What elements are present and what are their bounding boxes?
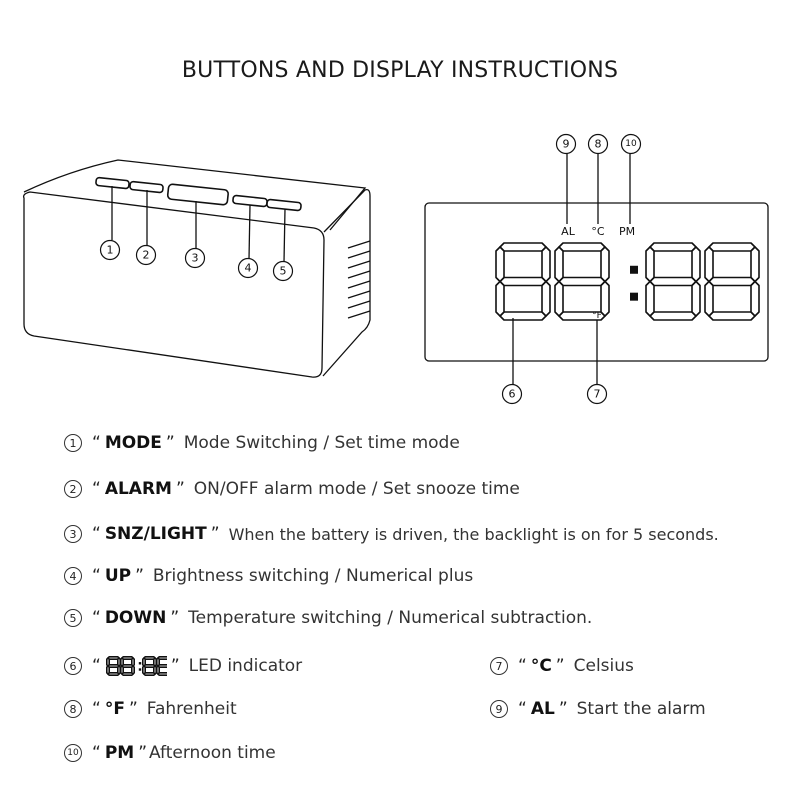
legend-desc: Afternoon time (149, 743, 276, 763)
legend-number: 6 (64, 657, 82, 675)
legend-item-alarm-indicator: 9 “ AL ” Start the alarm (490, 696, 706, 722)
celsius-indicator: °C (591, 225, 605, 238)
legend-desc: Fahrenheit (146, 699, 237, 719)
legend-desc: Celsius (573, 656, 634, 676)
legend-item-snz-light: 3 “ SNZ/LIGHT ” When the battery is driven, the backlight is on for 5 seconds. (64, 521, 719, 547)
callout-9 (557, 135, 576, 154)
legend-item-led-indicator: 6 “ ” LED indicator (64, 653, 302, 679)
svg-text:7: 7 (593, 387, 601, 401)
led-digit-1 (555, 243, 609, 320)
callout-8 (589, 135, 608, 154)
legend-item-pm: 10 “ PM ” Afternoon time (64, 740, 276, 766)
legend-key: AL (530, 699, 555, 719)
svg-text:2: 2 (142, 248, 150, 262)
legend-key: °F (104, 699, 125, 719)
svg-text:9: 9 (562, 137, 570, 151)
callout-1 (101, 241, 120, 260)
legend-number: 8 (64, 700, 82, 718)
mini-led-digit-2 (143, 657, 156, 675)
callout-2 (137, 246, 156, 265)
led-colon (630, 266, 638, 301)
legend-item-celsius: 7 “ °C ” Celsius (490, 653, 634, 679)
legend-desc: ON/OFF alarm mode / Set snooze time (193, 479, 520, 499)
legend-desc: LED indicator (188, 656, 303, 676)
snz-light-button-shape (167, 184, 228, 205)
mini-led-digit-1 (121, 657, 134, 675)
legend-key: MODE (104, 433, 162, 453)
speaker-grille (348, 241, 370, 318)
legend-desc: Start the alarm (576, 699, 706, 719)
callout-5 (274, 262, 293, 281)
legend-number: 7 (490, 657, 508, 675)
legend-item-fahrenheit: 8 “ °F ” Fahrenheit (64, 696, 237, 722)
callout-7 (588, 385, 607, 404)
led-digit-2 (646, 243, 700, 320)
fahrenheit-indicator: °F (592, 311, 602, 321)
led-digit-0 (496, 243, 550, 320)
legend-number: 3 (64, 525, 82, 543)
legend-key: ALARM (104, 479, 172, 499)
callout-6 (503, 385, 522, 404)
svg-text:10: 10 (625, 139, 637, 149)
legend-number: 2 (64, 480, 82, 498)
callout-3 (186, 249, 205, 268)
pm-indicator: PM (618, 225, 636, 238)
legend-desc: Temperature switching / Numerical subtraction. (188, 608, 593, 628)
legend-key: SNZ/LIGHT (104, 524, 207, 544)
callout-10 (622, 135, 641, 154)
legend-key: UP (104, 566, 132, 586)
legend-key: °C (530, 656, 552, 676)
page-title: BUTTONS AND DISPLAY INSTRUCTIONS (181, 58, 619, 83)
legend-number: 4 (64, 567, 82, 585)
led-digit-display (496, 243, 759, 320)
legend-number: 5 (64, 609, 82, 627)
legend-number: 9 (490, 700, 508, 718)
legend-item-up: 4 “ UP ” Brightness switching / Numerical plus (64, 563, 473, 589)
mini-led-digit-3 (157, 657, 167, 675)
callout-4 (239, 259, 258, 278)
led-digit-3 (705, 243, 759, 320)
svg-text:5: 5 (279, 264, 287, 278)
legend-key: PM (104, 743, 135, 763)
legend-key: DOWN (104, 608, 167, 628)
al-indicator: AL (561, 225, 575, 238)
mini-led-colon (139, 662, 141, 671)
legend-item-mode: 1 “ MODE ” Mode Switching / Set time mode (64, 430, 460, 456)
legend-number: 1 (64, 434, 82, 452)
mini-led-digit-0 (107, 657, 120, 675)
svg-text:4: 4 (244, 261, 252, 275)
legend-desc: When the battery is driven, the backlight is on for 5 seconds. (228, 524, 719, 544)
svg-text:3: 3 (191, 251, 199, 265)
led-indicator-icon (105, 655, 167, 677)
legend-desc: Brightness switching / Numerical plus (152, 566, 474, 586)
down-button-shape (267, 199, 302, 211)
svg-text:8: 8 (594, 137, 602, 151)
legend-item-down: 5 “ DOWN ” Temperature switching / Numerical subtraction. (64, 605, 592, 631)
legend-item-alarm: 2 “ ALARM ” ON/OFF alarm mode / Set snooze time (64, 476, 520, 502)
legend-desc: Mode Switching / Set time mode (183, 433, 460, 453)
svg-text:1: 1 (106, 243, 114, 257)
svg-text:6: 6 (508, 387, 516, 401)
legend-number: 10 (64, 744, 82, 762)
